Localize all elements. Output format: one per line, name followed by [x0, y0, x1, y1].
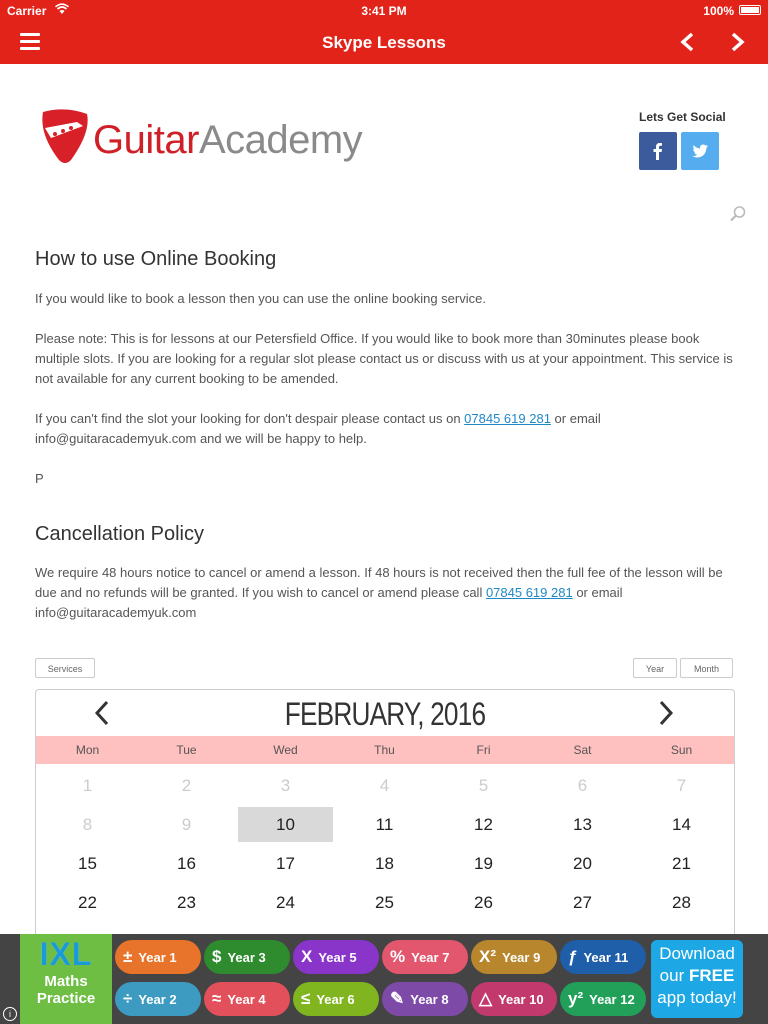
calendar-day[interactable]: 26: [474, 893, 493, 912]
calendar-day[interactable]: 16: [177, 854, 196, 873]
cancellation-text: [35, 563, 735, 623]
calendar-day[interactable]: 14: [672, 815, 691, 834]
calendar-day[interactable]: 18: [375, 854, 394, 873]
calendar-day[interactable]: 17: [276, 854, 295, 873]
booking-contact: [35, 409, 735, 449]
calendar-day[interactable]: 22: [78, 893, 97, 912]
calendar-day[interactable]: 23: [177, 893, 196, 912]
logo-word-academy: Academy: [198, 118, 363, 162]
calendar-day[interactable]: 9: [181, 815, 192, 834]
calendar-day[interactable]: 15: [78, 854, 97, 873]
calendar-day[interactable]: 2: [181, 776, 192, 795]
year-pill-button[interactable]: [382, 940, 468, 974]
year-symbol-icon: X²: [479, 947, 496, 966]
year-symbol-icon: △: [479, 989, 493, 1008]
booking-calendar: [35, 689, 735, 950]
calendar-day[interactable]: 20: [573, 854, 592, 873]
year-symbol-icon: ≈: [212, 989, 222, 1008]
year-pill-button[interactable]: [115, 940, 201, 974]
calendar-day[interactable]: 1: [82, 776, 93, 795]
calendar-day[interactable]: 7: [676, 776, 687, 795]
month-view-button[interactable]: Month: [680, 658, 733, 678]
year-pill-label: Year 8: [410, 992, 449, 1007]
year-symbol-icon: ✎: [390, 989, 405, 1008]
year-symbol-icon: $: [212, 947, 222, 966]
carrier-label: Carrier: [7, 4, 47, 18]
weekday-label: Mon: [75, 743, 100, 757]
year-pill-button[interactable]: [293, 940, 379, 974]
weekday-label: Fri: [476, 743, 491, 757]
year-symbol-icon: %: [390, 947, 406, 966]
calendar-day[interactable]: 11: [375, 815, 394, 834]
guitar-pick-icon: [37, 108, 93, 166]
year-symbol-icon: X: [301, 947, 313, 966]
battery-percent: 100%: [703, 4, 734, 18]
year-pill-button[interactable]: [560, 982, 646, 1016]
weekday-label: Thu: [374, 743, 395, 757]
booking-trailing-text: P: [35, 471, 44, 486]
year-pill-label: Year 1: [138, 950, 177, 965]
year-pill-label: Year 6: [316, 992, 355, 1007]
calendar-day[interactable]: 12: [474, 815, 493, 834]
calendar-day[interactable]: 25: [375, 893, 394, 912]
ixl-brand: IXL: [39, 936, 93, 972]
cta-line-1: Download: [659, 944, 735, 963]
year-pill-label: Year 4: [227, 992, 266, 1007]
year-pill-label: Year 11: [583, 950, 629, 965]
clock: 3:41 PM: [361, 4, 407, 18]
year-pill-button[interactable]: [471, 982, 557, 1016]
battery-icon: [739, 5, 761, 15]
ad-banner[interactable]: [0, 934, 768, 1024]
year-view-button[interactable]: Year: [633, 658, 677, 678]
guitar-academy-logo[interactable]: [37, 108, 363, 170]
cta-line-2a: our: [659, 966, 689, 985]
year-pill-button[interactable]: [560, 940, 646, 974]
calendar-day[interactable]: 3: [280, 776, 291, 795]
calendar-day[interactable]: 10: [238, 807, 333, 842]
twitter-button[interactable]: [681, 132, 719, 170]
booking-contact-text-2: or email info@guitaracademyuk.com and we will be happy to help.: [35, 411, 601, 446]
weekday-label: Wed: [273, 743, 298, 757]
booking-phone-link[interactable]: 07845 619 281: [464, 411, 551, 426]
download-app-button[interactable]: [651, 940, 743, 1018]
year-pill-label: Year 12: [589, 992, 635, 1007]
navigation-bar: [0, 22, 768, 64]
status-bar: [0, 0, 768, 22]
calendar-day[interactable]: 27: [573, 893, 592, 912]
calendar-day[interactable]: 24: [276, 893, 295, 912]
page-title: Skype Lessons: [322, 33, 446, 52]
year-symbol-icon: ±: [123, 947, 133, 966]
calendar-day[interactable]: 19: [474, 854, 493, 873]
calendar-day[interactable]: 4: [379, 776, 390, 795]
calendar-day[interactable]: 28: [672, 893, 691, 912]
cancellation-text-1: We require 48 hours notice to cancel or amend a lesson. If 48 hours is not received then the full fee of the lesson will be due and no refunds will be granted. If you wish to cancel or amend please call: [35, 565, 723, 600]
year-symbol-icon: ÷: [123, 989, 133, 1008]
calendar-day[interactable]: 21: [672, 854, 691, 873]
year-pill-button[interactable]: [115, 982, 201, 1016]
weekday-header: [36, 736, 734, 764]
year-pill-label: Year 2: [138, 992, 177, 1007]
booking-intro: If you would like to book a lesson then you can use the online booking service.: [35, 291, 486, 306]
back-arrow-icon[interactable]: [673, 28, 703, 58]
calendar-day[interactable]: 6: [577, 776, 588, 795]
year-pill-button[interactable]: [382, 982, 468, 1016]
search-icon[interactable]: [729, 205, 747, 228]
next-month-icon[interactable]: [656, 700, 676, 726]
year-symbol-icon: ƒ: [568, 947, 578, 966]
cta-line-3: app today!: [657, 988, 737, 1007]
year-symbol-icon: y²: [568, 989, 584, 1008]
cta-line-2b: FREE: [688, 966, 735, 985]
ad-info-icon[interactable]: i: [3, 1007, 17, 1021]
calendar-day[interactable]: 13: [573, 815, 592, 834]
cancellation-phone-link[interactable]: 07845 619 281: [485, 585, 573, 600]
year-pill-button[interactable]: [471, 940, 557, 974]
year-pill-label: Year 5: [318, 950, 357, 965]
booking-note: Please note: This is for lessons at our Petersfield Office. If you would like to book more than 30minutes please book multiple slots. If you are looking for a regular slot please contact us or discuss with us at your appointment. This service is not available for any current booking to be amended.: [35, 331, 733, 386]
weekday-label: Sat: [573, 743, 592, 757]
cancellation-text-2: or email info@guitaracademyuk.com: [35, 585, 623, 620]
services-button[interactable]: Services: [35, 658, 95, 678]
calendar-day[interactable]: 5: [478, 776, 489, 795]
facebook-icon: [648, 141, 668, 161]
year-pill-label: Year 9: [502, 950, 541, 965]
ixl-subtitle-practice: Practice: [36, 990, 96, 1007]
ixl-logo[interactable]: [20, 934, 112, 1024]
facebook-button[interactable]: [639, 132, 677, 170]
year-pill-button[interactable]: [204, 940, 290, 974]
calendar-day[interactable]: 8: [82, 815, 93, 834]
weekday-label: Sun: [670, 743, 693, 757]
weekday-label: Tue: [176, 743, 197, 757]
logo-wordmark: [93, 118, 362, 163]
ixl-subtitle-maths: Maths: [44, 973, 88, 990]
year-pill-label: Year 3: [227, 950, 266, 965]
year-pill-label: Year 7: [411, 950, 450, 965]
twitter-icon: [690, 141, 710, 161]
booking-heading: How to use Online Booking: [35, 248, 277, 270]
year-pill-button[interactable]: [293, 982, 379, 1016]
logo-word-guitar: Guitar: [93, 118, 199, 162]
year-pill-button[interactable]: [204, 982, 290, 1016]
year-pill-label: Year 10: [498, 992, 544, 1007]
forward-arrow-icon[interactable]: [722, 28, 752, 58]
cancellation-heading: Cancellation Policy: [35, 523, 204, 545]
social-heading: Lets Get Social: [639, 110, 726, 124]
booking-contact-text-1: If you can't find the slot your looking for don't despair please contact us on: [35, 411, 465, 426]
calendar-month-title: FEBRUARY, 2016: [284, 696, 486, 732]
year-symbol-icon: ≤: [301, 989, 311, 1008]
